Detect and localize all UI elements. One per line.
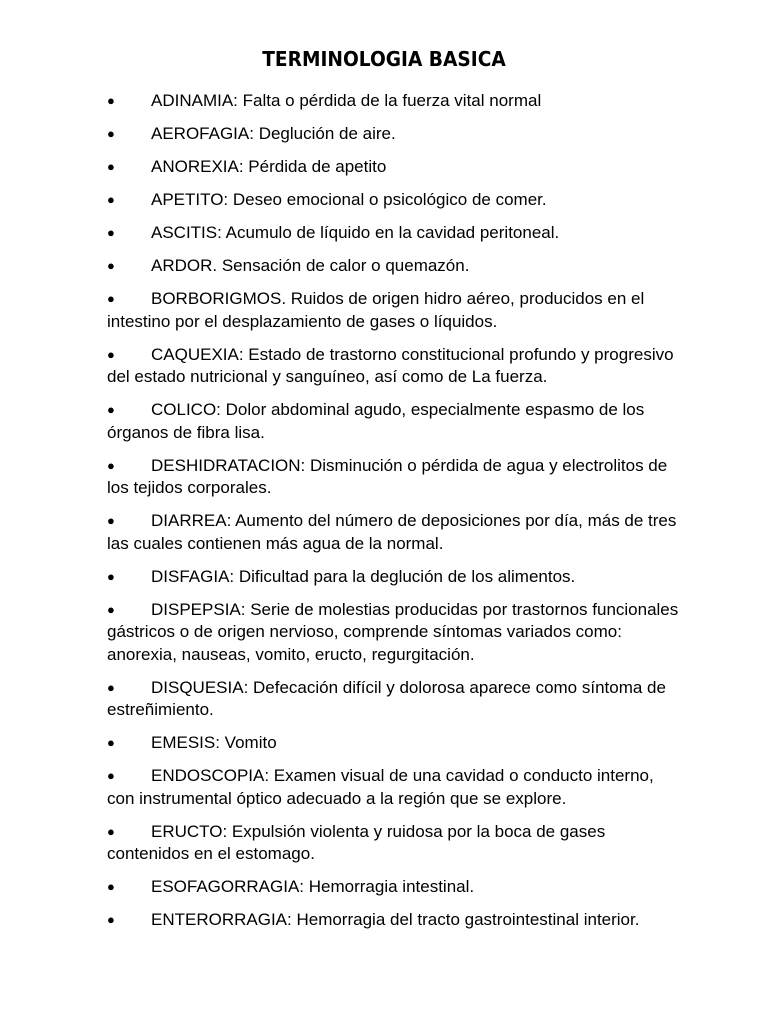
list-item	[107, 189, 682, 212]
bullet-icon: ●	[107, 192, 115, 207]
term-definition: ESOFAGORRAGIA: Hemorragia intestinal.	[151, 877, 475, 896]
bullet-icon: ●	[107, 93, 115, 108]
term-definition: ADINAMIA: Falta o pérdida de la fuerza vital normal	[151, 91, 542, 110]
term-definition: DESHIDRATACION: Disminución o pérdida de agua y electrolitos de los tejidos corporales.	[107, 455, 668, 497]
page-title: TERMINOLOGIA BASICA	[262, 47, 506, 71]
list-item	[107, 821, 682, 866]
term-definition: COLICO: Dolor abdominal agudo, especialmente espasmo de los órganos de fibra lisa.	[107, 400, 645, 442]
bullet-icon: ●	[107, 346, 115, 362]
bullet-icon: ●	[107, 823, 115, 839]
list-item	[107, 222, 682, 245]
bullet-icon: ●	[107, 513, 115, 528]
bullet-icon: ●	[107, 768, 115, 783]
list-item	[107, 255, 682, 278]
list-item	[107, 344, 682, 389]
list-item	[107, 288, 682, 333]
list-item	[107, 909, 682, 932]
list-item	[107, 399, 682, 444]
list-item	[107, 677, 682, 722]
term-definition: ENTERORRAGIA: Hemorragia del tracto gastrointestinal interior.	[151, 910, 640, 929]
term-definition: BORBORIGMOS. Ruidos de origen hidro aéreo, producidos en el intestino por el desplazamiento de gases o líquidos.	[107, 289, 645, 331]
term-list	[107, 90, 682, 942]
term-definition: APETITO: Deseo emocional o psicológico de comer.	[151, 190, 547, 209]
bullet-icon: ●	[107, 402, 115, 417]
list-item	[107, 455, 682, 500]
term-definition: ENDOSCOPIA: Examen visual de una cavidad o conducto interno, con instrumental óptico adecuado a la región que se explore.	[107, 766, 654, 808]
term-definition: ASCITIS: Acumulo de líquido en la cavidad peritoneal.	[151, 223, 560, 242]
term-definition: DISFAGIA: Dificultad para la deglución de los alimentos.	[151, 566, 576, 586]
list-item	[107, 732, 682, 755]
bullet-icon: ●	[107, 568, 115, 584]
list-item	[107, 156, 682, 179]
term-definition: CAQUEXIA: Estado de trastorno constitucional profundo y progresivo del estado nutricional y sanguíneo, así como de La fuerza.	[107, 344, 674, 386]
list-item	[107, 876, 682, 899]
bullet-icon: ●	[107, 679, 115, 695]
term-definition: ANOREXIA: Pérdida de apetito	[151, 157, 387, 176]
bullet-icon: ●	[107, 258, 115, 273]
bullet-icon: ●	[107, 879, 115, 894]
list-item	[107, 566, 682, 589]
list-item	[107, 90, 682, 113]
bullet-icon: ●	[107, 225, 115, 240]
bullet-icon: ●	[107, 601, 115, 617]
bullet-icon: ●	[107, 159, 115, 174]
term-definition: DISQUESIA: Defecación difícil y dolorosa aparece como síntoma de estreñimiento.	[107, 677, 666, 719]
bullet-icon: ●	[107, 291, 115, 306]
term-definition: ERUCTO: Expulsión violenta y ruidosa por la boca de gases contenidos en el estomago.	[107, 821, 606, 863]
list-item	[107, 599, 682, 667]
list-item	[107, 123, 682, 146]
term-definition: ARDOR. Sensación de calor o quemazón.	[151, 256, 470, 275]
term-definition: DIARREA: Aumento del número de deposiciones por día, más de tres las cuales contienen más agua de la normal.	[107, 511, 677, 553]
bullet-icon: ●	[107, 457, 115, 473]
list-item	[107, 510, 682, 555]
term-definition: EMESIS: Vomito	[151, 733, 277, 752]
bullet-icon: ●	[107, 126, 115, 141]
bullet-icon: ●	[107, 912, 115, 927]
list-item	[107, 765, 682, 810]
term-definition: AEROFAGIA: Deglución de aire.	[151, 124, 396, 143]
term-definition: DISPEPSIA: Serie de molestias producidas por trastornos funcionales gástricos o de origen nervioso, comprende síntomas variados como: anorexia, nauseas, vomito, eructo, regurgitación.	[107, 599, 679, 664]
bullet-icon: ●	[107, 735, 115, 750]
